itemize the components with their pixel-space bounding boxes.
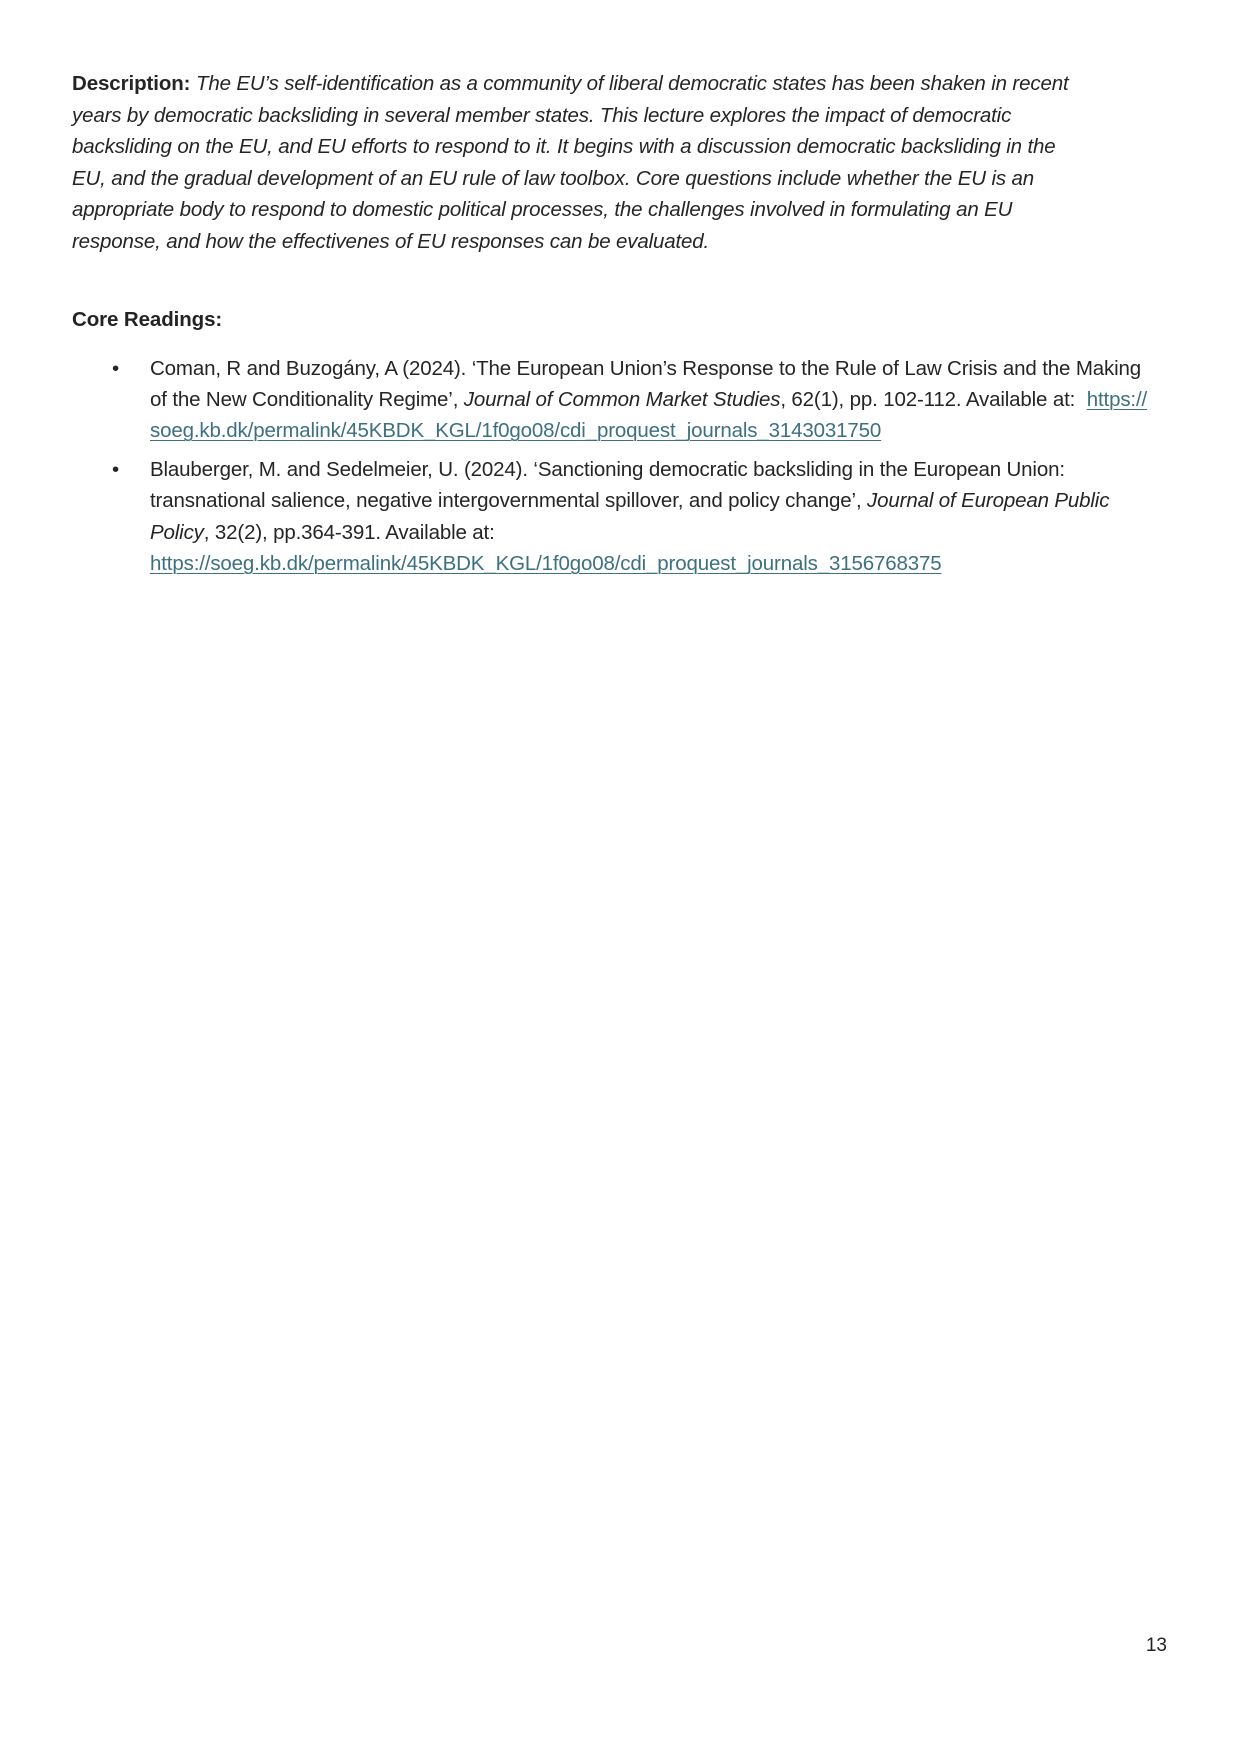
bullet-icon: • <box>112 457 120 481</box>
reading-journal-title: Journal of European Public Policy <box>150 489 1110 544</box>
reading-citation-tail: , 32(2), pp.364-391. Available at: <box>203 520 495 544</box>
core-readings-heading: Core Readings: <box>72 307 223 331</box>
bullet-icon: • <box>112 356 120 380</box>
reading-permalink-link[interactable]: https://soeg.kb.dk/permalink/45KBDK_KGL/1f0go08/cdi_proquest_journals_3143031750 <box>150 387 1148 443</box>
reading-permalink-link[interactable]: https://soeg.kb.dk/permalink/45KBDK_KGL/1f0go08/cdi_proquest_journals_3156768375 <box>150 552 942 575</box>
page-number: 13 <box>1145 1635 1167 1656</box>
reading-citation-text: Coman, R and Buzogány, A (2024). ‘The European Union’s Response to the Rule of Law Crisis and the Making of the New Conditionality Regime’, <box>150 356 1142 411</box>
reading-citation-tail: , 62(1), pp. 102-112. Available at: <box>780 387 1081 411</box>
description-body: The EU’s self-identification as a community of liberal democratic states has been shaken in recent years by democratic backsliding in several member states. This lecture explores the impact of democratic backsliding on the EU, and EU efforts to respond to it. It begins with a discussion democratic backsliding in the EU, and the gradual development of an EU rule of law toolbox. Core questions include whether the EU is an appropriate body to respond to domestic political processes, the challenges involved in formulating an EU response, and how the effectivenes of EU responses can be evaluated. <box>72 72 1069 253</box>
list-item <box>72 353 1152 447</box>
description-paragraph <box>72 68 1072 258</box>
reading-citation-text: Blauberger, M. and Sedelmeier, U. (2024). ‘Sanctioning democratic backsliding in the European Union: transnational salience, negative intergovernmental spillover, and policy change’, <box>150 457 1065 513</box>
description-label: Description: <box>72 72 191 95</box>
list-item <box>72 454 1152 580</box>
core-readings-list <box>72 335 1157 580</box>
reading-journal-title: Journal of Common Market Studies <box>463 387 781 411</box>
page-content <box>72 68 1157 586</box>
